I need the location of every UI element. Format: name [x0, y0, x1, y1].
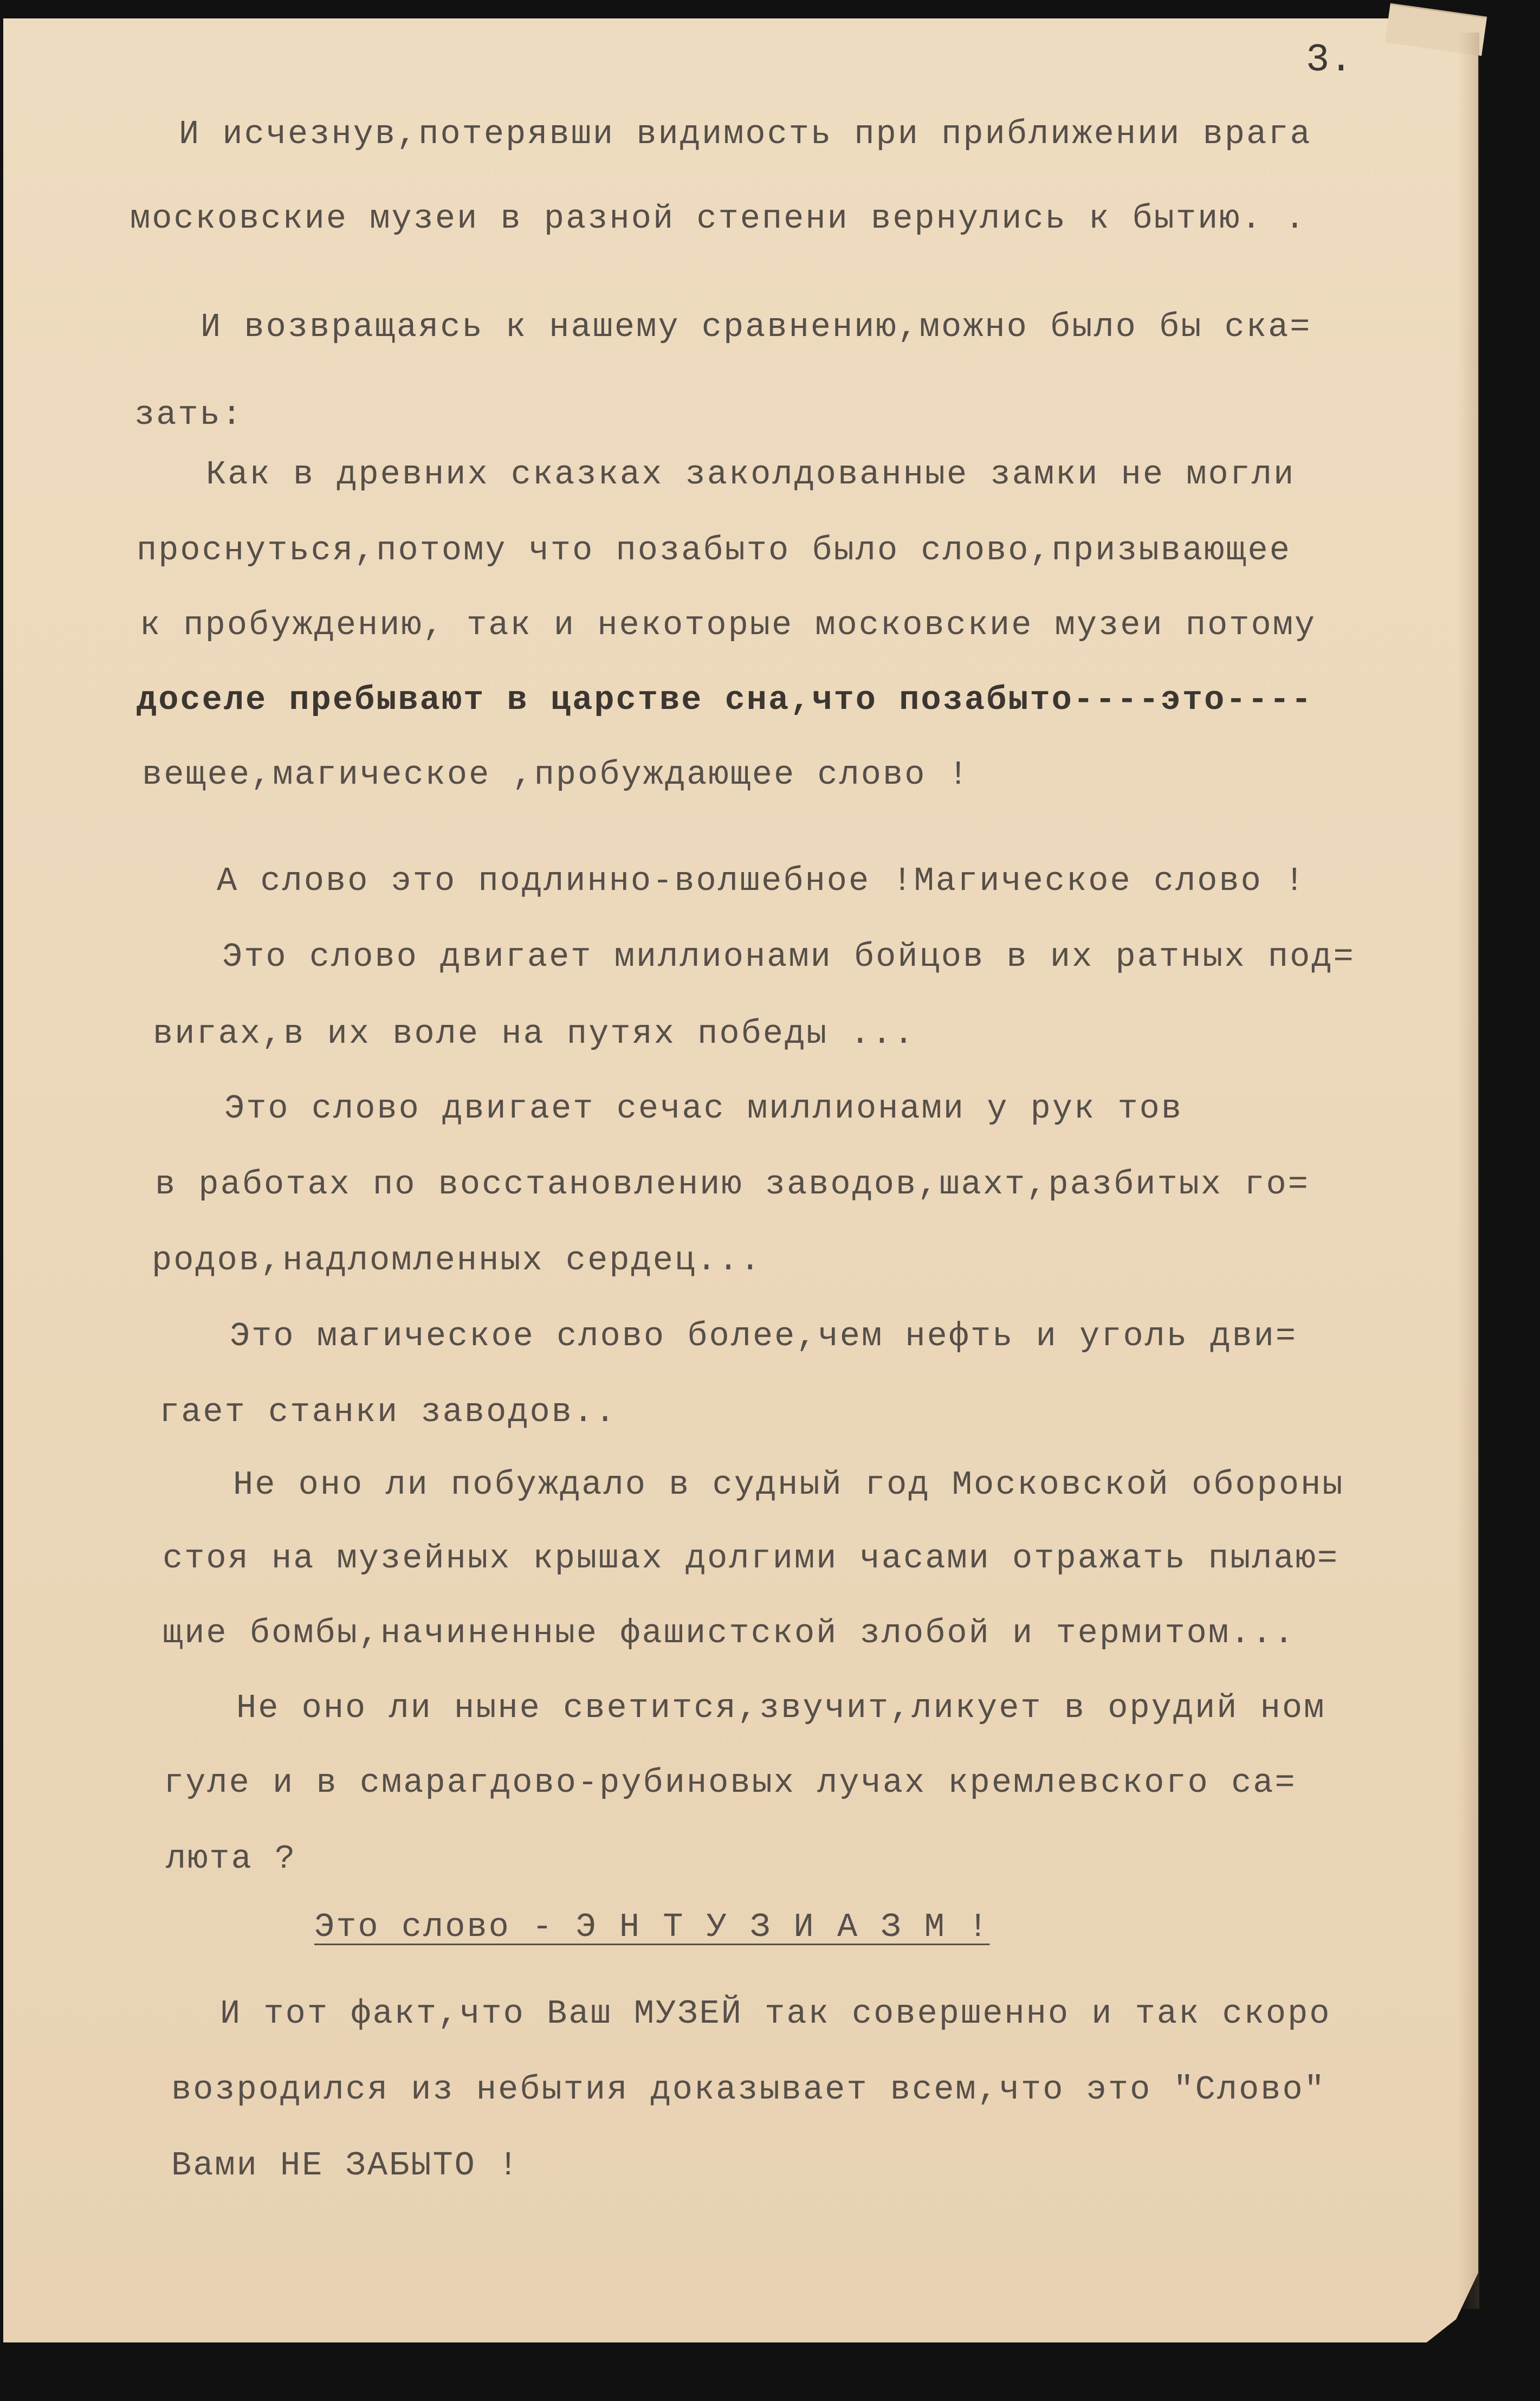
- text-line: стоя на музейных крышах долгими часами отражать пылаю=: [163, 1539, 1340, 1578]
- text-line: Не оно ли побуждало в судный год Московской обороны: [233, 1466, 1344, 1504]
- text-line: Это магическое слово более,чем нефть и уголь дви=: [230, 1317, 1298, 1356]
- text-line: вигах,в их воле на путях победы ...: [153, 1015, 916, 1053]
- text-line: Как в древних сказках заколдованные замки не могли: [206, 455, 1296, 494]
- text-line: гуле и в смарагдово-рубиновых лучах кремлевского са=: [164, 1764, 1297, 1802]
- text-line: вещее,магическое ,пробуждающее слово !: [142, 756, 970, 794]
- emphasis-line: Это слово - Э Н Т У З И А З М !: [314, 1908, 990, 1946]
- text-line: Это слово двигает сечас миллионами у рук тов: [224, 1089, 1183, 1128]
- text-line: московские музеи в разной степени вернулись к бытию. .: [130, 199, 1307, 238]
- text-line: в работах по восстановлению заводов,шахт,разбитых го=: [155, 1165, 1310, 1204]
- text-line: родов,надломленных сердец...: [152, 1241, 762, 1280]
- text-line: зать:: [134, 396, 244, 434]
- text-line: И возвращаясь к нашему сравнению,можно было бы ска=: [200, 308, 1312, 346]
- text-line: проснуться,потому что позабыто было слово,призывающее: [137, 531, 1291, 570]
- text-line: щие бомбы,начиненные фашистской злобой и термитом...: [163, 1614, 1296, 1653]
- text-line: Вами НЕ ЗАБЫТО !: [171, 2146, 520, 2185]
- text-line: люта ?: [166, 1840, 297, 1878]
- text-line: А слово это подлинно-волшебное !Магическое слово !: [217, 862, 1306, 900]
- text-line: И исчезнув,потерявши видимость при приближении врага: [179, 115, 1312, 153]
- text-line: возродился из небытия доказывает всем,что это "Слово": [171, 2070, 1326, 2109]
- text-line: к пробуждению, так и некоторые московские музеи потому: [140, 606, 1317, 644]
- text-line: И тот факт,что Ваш МУЗЕЙ так совершенно и так скоро: [220, 1995, 1331, 2033]
- text-line: гает станки заводов..: [159, 1393, 617, 1431]
- text-line: Это слово двигает миллионами бойцов в их ратных под=: [222, 938, 1355, 976]
- page-number: 3.: [1306, 38, 1353, 82]
- text-line: Не оно ли ныне светится,звучит,ликует в орудий ном: [236, 1689, 1326, 1727]
- text-line-overtyped: доселе пребывают в царстве сна,что позабыто----это----: [137, 681, 1313, 719]
- paper-edge: [1458, 33, 1479, 2309]
